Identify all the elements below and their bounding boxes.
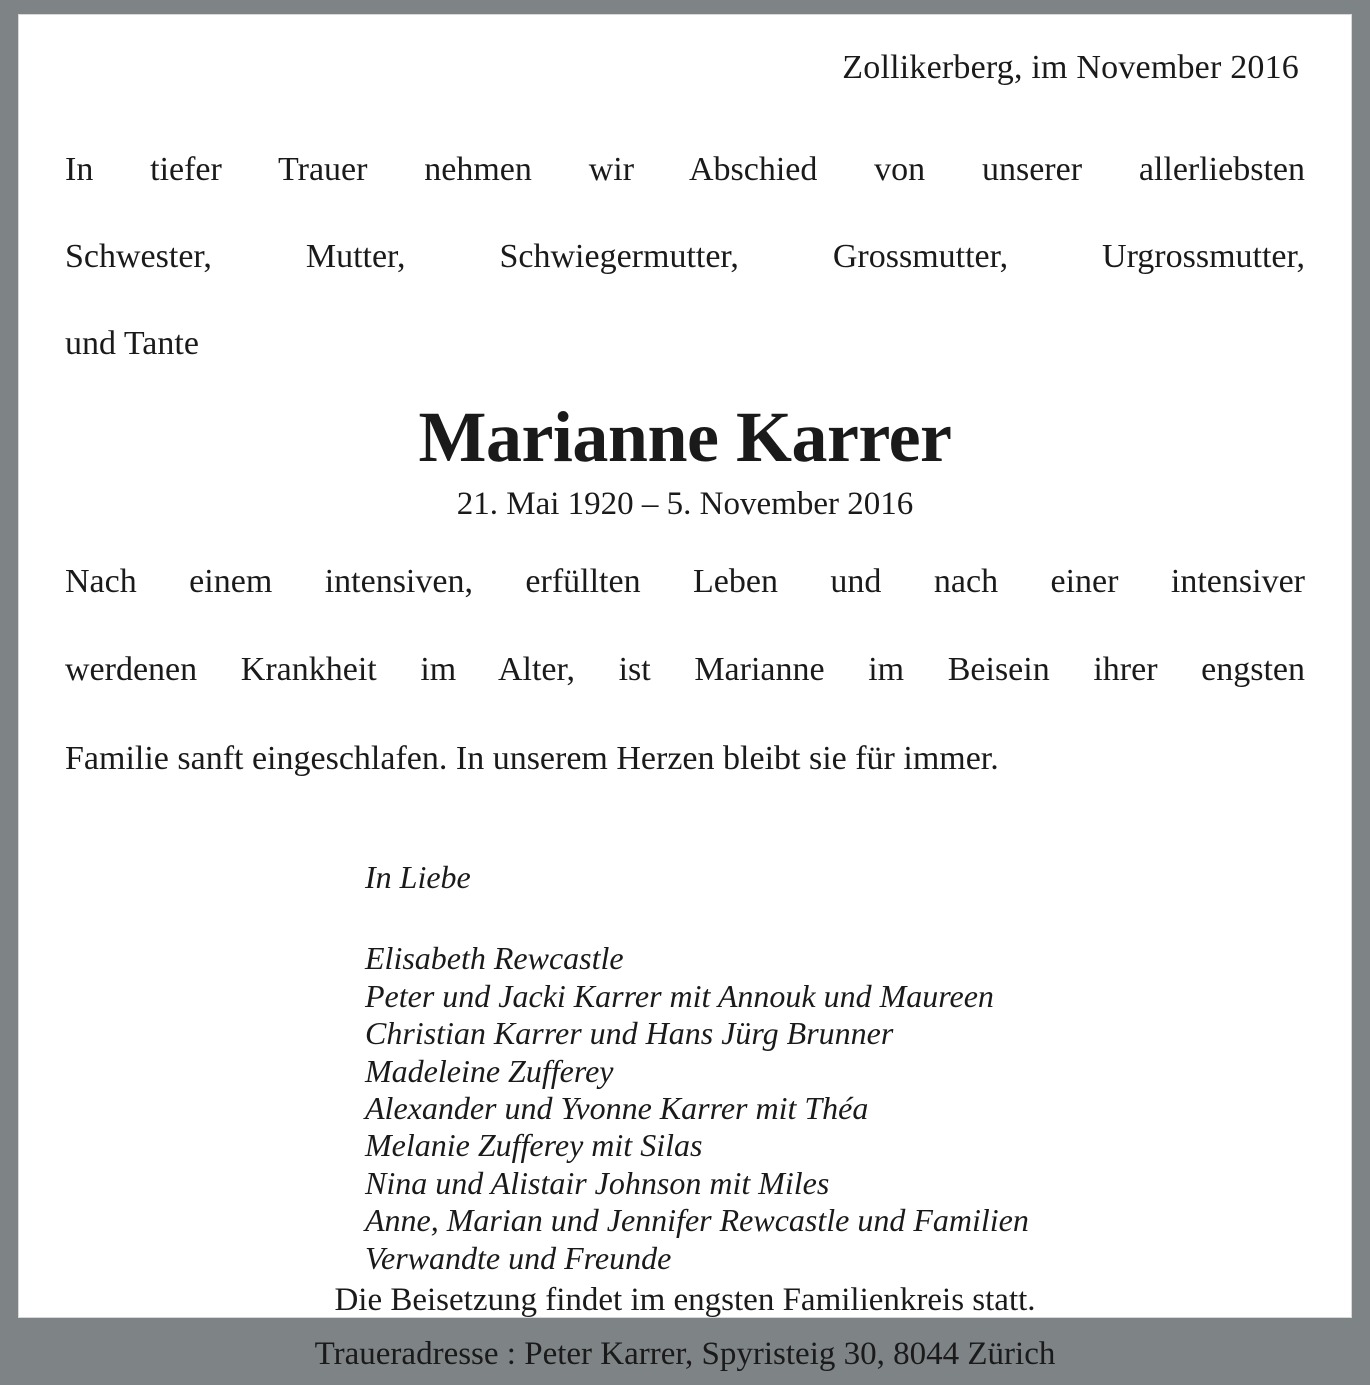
intro-line-3: und Tante — [65, 325, 199, 363]
condolence-address: Traueradresse : Peter Karrer, Spyristeig 30, 8044 Zürich — [314, 1336, 1056, 1373]
dateline: Zollikerberg, im November 2016 — [842, 49, 1299, 86]
intro-paragraph — [65, 148, 1305, 366]
family-member: Madeleine Zufferey — [365, 1052, 614, 1089]
body-paragraph — [65, 560, 1305, 781]
family-member: Verwandte und Freunde — [365, 1239, 672, 1276]
life-dates: 21. Mai 1920 – 5. November 2016 — [456, 485, 914, 522]
body-line-1: Nach einem intensiven, erfüllten Leben und nach einer intensiver — [65, 562, 1305, 600]
family-member: Anne, Marian und Jennifer Rewcastle und Familien — [365, 1202, 1029, 1239]
family-member: Elisabeth Rewcastle — [365, 940, 624, 977]
footer-block — [65, 1277, 1305, 1385]
family-member: Peter und Jacki Karrer mit Annouk und Maureen — [365, 977, 994, 1014]
family-member: Alexander und Yvonne Karrer mit Théa — [365, 1089, 869, 1126]
body-line-4: In unserem Herzen bleibt sie für immer. — [455, 739, 999, 777]
intro-line-2: Schwester, Mutter, Schwiegermutter, Grossmutter, Urgrossmutter, — [65, 238, 1305, 276]
family-member: Nina und Alistair Johnson mit Miles — [365, 1164, 830, 1201]
body-line-2: werdenen Krankheit im Alter, ist Marianne im Beisein ihrer engsten — [65, 651, 1305, 689]
obituary-card — [18, 14, 1352, 1373]
intro-line-1: In tiefer Trauer nehmen wir Abschied von unserer allerliebsten — [65, 151, 1305, 189]
funeral-note: Die Beisetzung findet im engsten Familienkreis statt. — [334, 1282, 1036, 1319]
closing-phrase: In Liebe — [365, 858, 471, 895]
body-line-3: Familie sanft eingeschlafen. — [65, 739, 448, 777]
family-block — [65, 859, 1305, 1277]
deceased-name: Marianne Karrer — [418, 396, 952, 477]
family-member: Melanie Zufferey mit Silas — [365, 1127, 703, 1164]
family-member: Christian Karrer und Hans Jürg Brunner — [365, 1015, 894, 1052]
